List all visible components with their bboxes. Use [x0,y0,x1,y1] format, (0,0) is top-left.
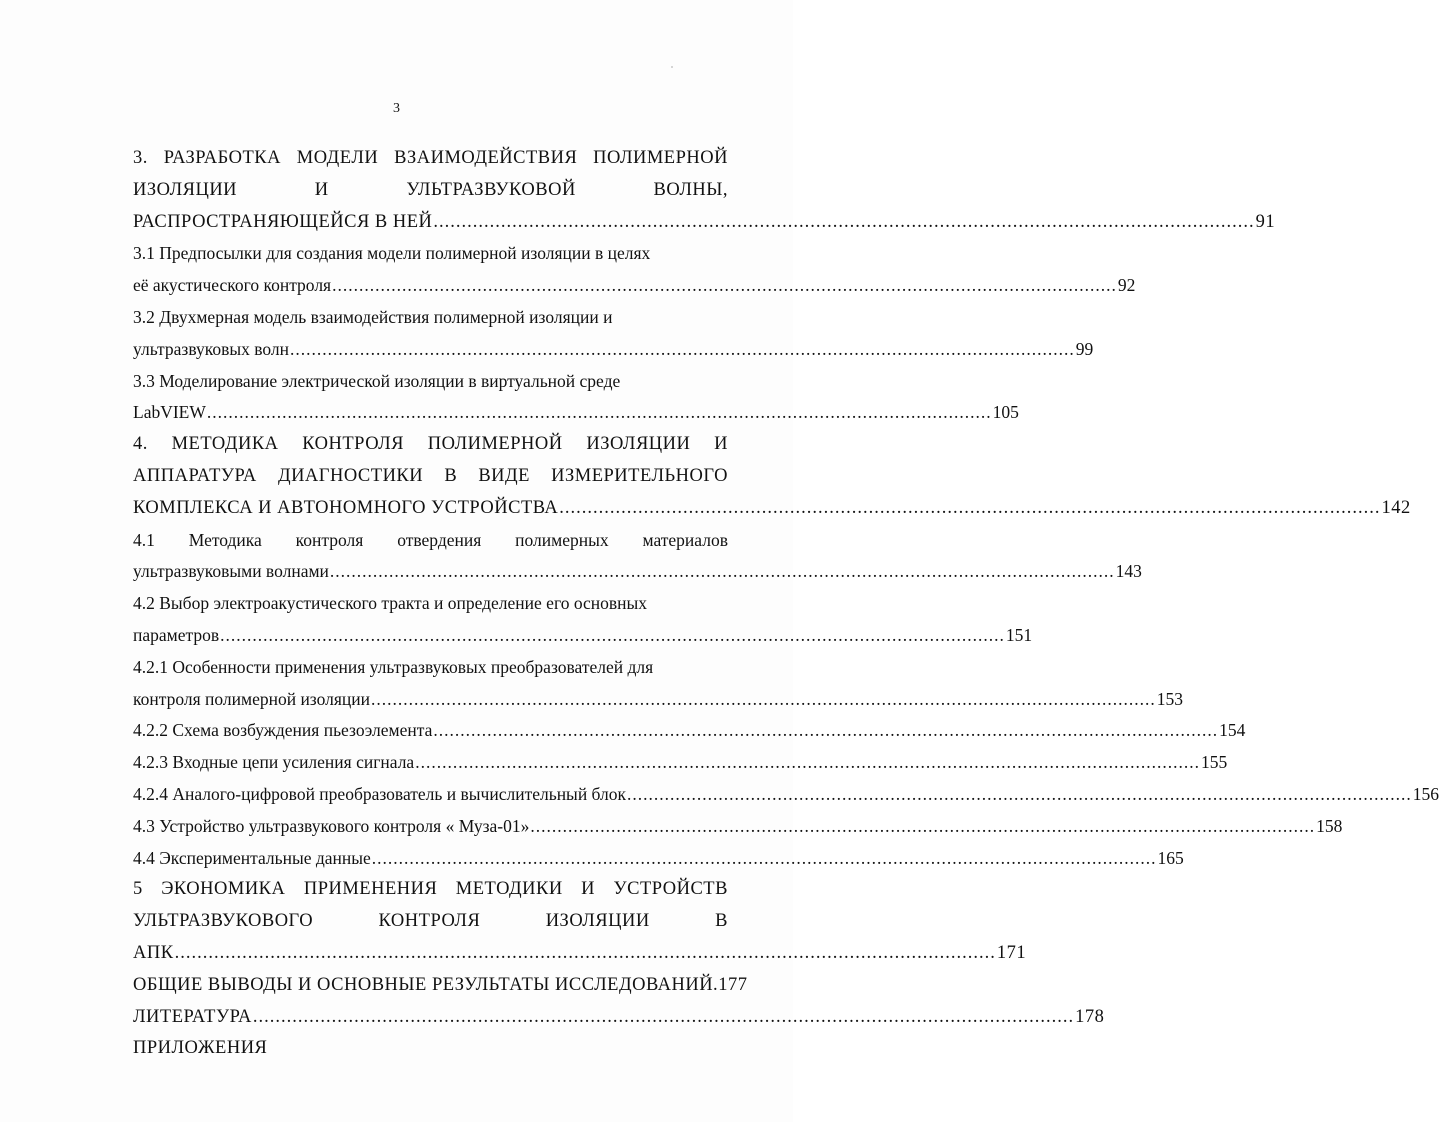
toc-entry-3-2-line-1: 3.2 Двухмерная модель взаимодействия полимерной изоляции и [133,306,613,327]
toc-page-number: 92 [1117,275,1136,296]
toc-entry-3-3-line-2 [133,397,1019,429]
toc-page-number: 91 [1255,211,1276,232]
toc-word: МЕТОДИКА [171,434,279,455]
toc-word: полимерных [515,529,609,550]
toc-entry-3-2-line-2 [133,334,1094,366]
toc-section-5-line-1 [133,874,728,906]
dot-leader: .................................................................................................................................................. [371,847,1157,868]
toc-word: 3. [133,148,148,168]
toc-word: ЭКОНОМИКА [161,879,286,900]
toc-entry-text: АПК [133,942,174,963]
toc-entry-3-3-line-1: 3.3 Моделирование электрической изоляции в виртуальной среде [133,370,621,391]
toc-section-4-line-1 [133,429,728,461]
toc-word: В [444,465,458,486]
toc-entry-4-1-line-2 [133,556,1142,588]
toc-word: И [581,879,596,900]
toc-section-4-line-3 [133,493,1411,525]
scan-speck [671,66,673,68]
toc-page-number: 105 [992,402,1019,423]
toc-entry-text: ультразвуковых волн [133,338,290,359]
toc-entry-text: контроля полимерной изоляции [133,688,371,709]
toc-word: ДИАГНОСТИКИ [277,465,424,486]
toc-word: МОДЕЛИ [296,148,379,168]
toc-page-number: 143 [1115,561,1142,582]
toc-page-number: 165 [1157,847,1184,868]
dot-leader: .................................................................................................................................................. [627,783,1412,804]
dot-leader: .................................................................................................................................................. [206,402,992,423]
toc-entry-3-1-line-2 [133,270,1136,302]
toc-word: отвердения [397,529,482,550]
toc-entry-text: ультразвуковыми волнами [133,561,329,582]
toc-page-number: 153 [1156,688,1184,709]
toc-word: ПРИМЕНЕНИЯ [303,879,438,900]
toc-entry-literature [133,1002,1105,1034]
toc-entry-4-2-3 [133,747,1228,779]
toc-entry-4-1-line-1 [133,525,728,557]
toc-word: 4.1 [133,529,155,550]
dot-leader: .................................................................................................................................................. [290,338,1075,359]
page-number: 3 [393,101,400,116]
toc-section-3-line-2 [133,175,728,207]
toc-entry-conclusions [133,970,748,1002]
toc-page-number: 171 [996,942,1027,963]
toc-entry-text: 4.2.4 Аналого-цифровой преобразователь и вычислительный блок [133,783,627,804]
toc-entry-4-2-1-line-2 [133,684,1184,716]
toc-word: УЛЬТРАЗВУКОВОГО [133,911,314,932]
toc-word: 5 [133,879,143,900]
toc-word: контроля [295,529,364,550]
toc-section-5-line-2 [133,906,728,938]
toc-entry-text: 4.4 Экспериментальные данные [133,847,371,868]
dot-leader: .................................................................................................................................................. [433,211,1255,232]
toc-section-5-line-3 [133,938,1027,970]
dot-leader: .................................................................................................................................................. [174,942,996,963]
dot-leader: .................................................................................................................................................. [252,1006,1075,1027]
toc-entry-3-1-line-1: 3.1 Предпосылки для создания модели полимерной изоляции в целях [133,243,651,264]
toc-entry-text: параметров [133,624,220,645]
dot-leader: .................................................................................................................................................. [530,815,1316,836]
toc-word: ИЗМЕРИТЕЛЬНОГО [551,465,728,486]
dot-leader: .................................................................................................................................................. [433,720,1219,741]
toc-word: ВЗАИМОДЕЙСТВИЯ [394,148,578,168]
toc-page-number: 178 [1075,1006,1105,1027]
toc-entry-4-2-line-1: 4.2 Выбор электроакустического тракта и определение его основных [133,593,648,614]
toc-entry-text: 4.2.2 Схема возбуждения пьезоэлемента [133,720,433,741]
toc-word: 4. [133,434,148,455]
toc-word: ВОЛНЫ, [653,179,728,200]
toc-section-4-line-2 [133,461,728,493]
dot-leader: .................................................................................................................................................. [332,275,1117,296]
toc-page-number: 154 [1219,720,1246,741]
toc-page-number: 158 [1316,815,1343,836]
toc-word: УЛЬТРАЗВУКОВОЙ [406,179,576,200]
toc-entry-4-2-4 [133,779,1439,811]
toc-entry-text: её акустического контроля [133,275,332,296]
toc-word: В [715,911,728,932]
toc-word: ПОЛИМЕРНОЙ [593,148,728,168]
toc-word: УСТРОЙСТВ [613,879,728,900]
dot-leader: .................................................................................................................................................. [371,688,1156,709]
toc-word: И [714,434,728,455]
dot-leader: .................................................................................................................................................. [220,624,1005,645]
toc-entry-text: 4.2.3 Входные цепи усиления сигнала [133,752,415,773]
toc-page-number: 151 [1005,624,1033,645]
toc-entry-text: 4.3 Устройство ультразвукового контроля « Муза-01» [133,815,530,836]
toc-entry-4-2-line-2 [133,620,1033,652]
toc-word: КОНТРОЛЯ [302,434,405,455]
toc-page-number: 156 [1412,783,1439,804]
toc-word: АППАРАТУРА [133,465,257,486]
toc-word: ВИДЕ [478,465,530,486]
toc-entry-4-2-2 [133,715,1246,747]
toc-page-number: 177 [718,974,748,995]
toc-word: ИЗОЛЯЦИИ [586,434,691,455]
toc-page-number: 99 [1075,338,1094,359]
toc-entry-4-2-1-line-1: 4.2.1 Особенности применения ультразвуковых преобразователей для [133,656,654,677]
toc-page-number: 142 [1381,497,1411,518]
toc-section-3-line-3 [133,207,1276,239]
table-of-contents [133,143,1439,1065]
toc-entry-text: РАСПРОСТРАНЯЮЩЕЙСЯ В НЕЙ [133,211,433,232]
dot-leader: .................................................................................................................................................. [559,497,1381,518]
toc-word: ПОЛИМЕРНОЙ [427,434,563,455]
toc-entry-text: ОБЩИЕ ВЫВОДЫ И ОСНОВНЫЕ РЕЗУЛЬТАТЫ ИССЛЕДОВАНИЙ. [133,974,719,995]
toc-section-3-line-1 [133,143,728,175]
toc-word: материалов [642,529,728,550]
toc-word: ИЗОЛЯЦИИ [133,179,238,200]
toc-word: Методика [188,529,262,550]
toc-word: КОНТРОЛЯ [378,911,481,932]
toc-entry-text: LabVIEW [133,402,206,423]
toc-word: И [314,179,329,200]
toc-word: ИЗОЛЯЦИИ [545,911,650,932]
toc-entry-4-3 [133,811,1343,843]
toc-entry-text: КОМПЛЕКСА И АВТОНОМНОГО УСТРОЙСТВА [133,497,559,518]
dot-leader: .................................................................................................................................................. [415,752,1200,773]
toc-page-number: 155 [1200,752,1228,773]
toc-word: РАЗРАБОТКА [163,148,281,168]
toc-entry-text: ЛИТЕРАТУРА [133,1006,252,1027]
toc-word: МЕТОДИКИ [455,879,563,900]
toc-entry-4-4 [133,843,1184,875]
dot-leader: .................................................................................................................................................. [329,561,1115,582]
toc-entry-appendices: ПРИЛОЖЕНИЯ [133,1038,268,1059]
